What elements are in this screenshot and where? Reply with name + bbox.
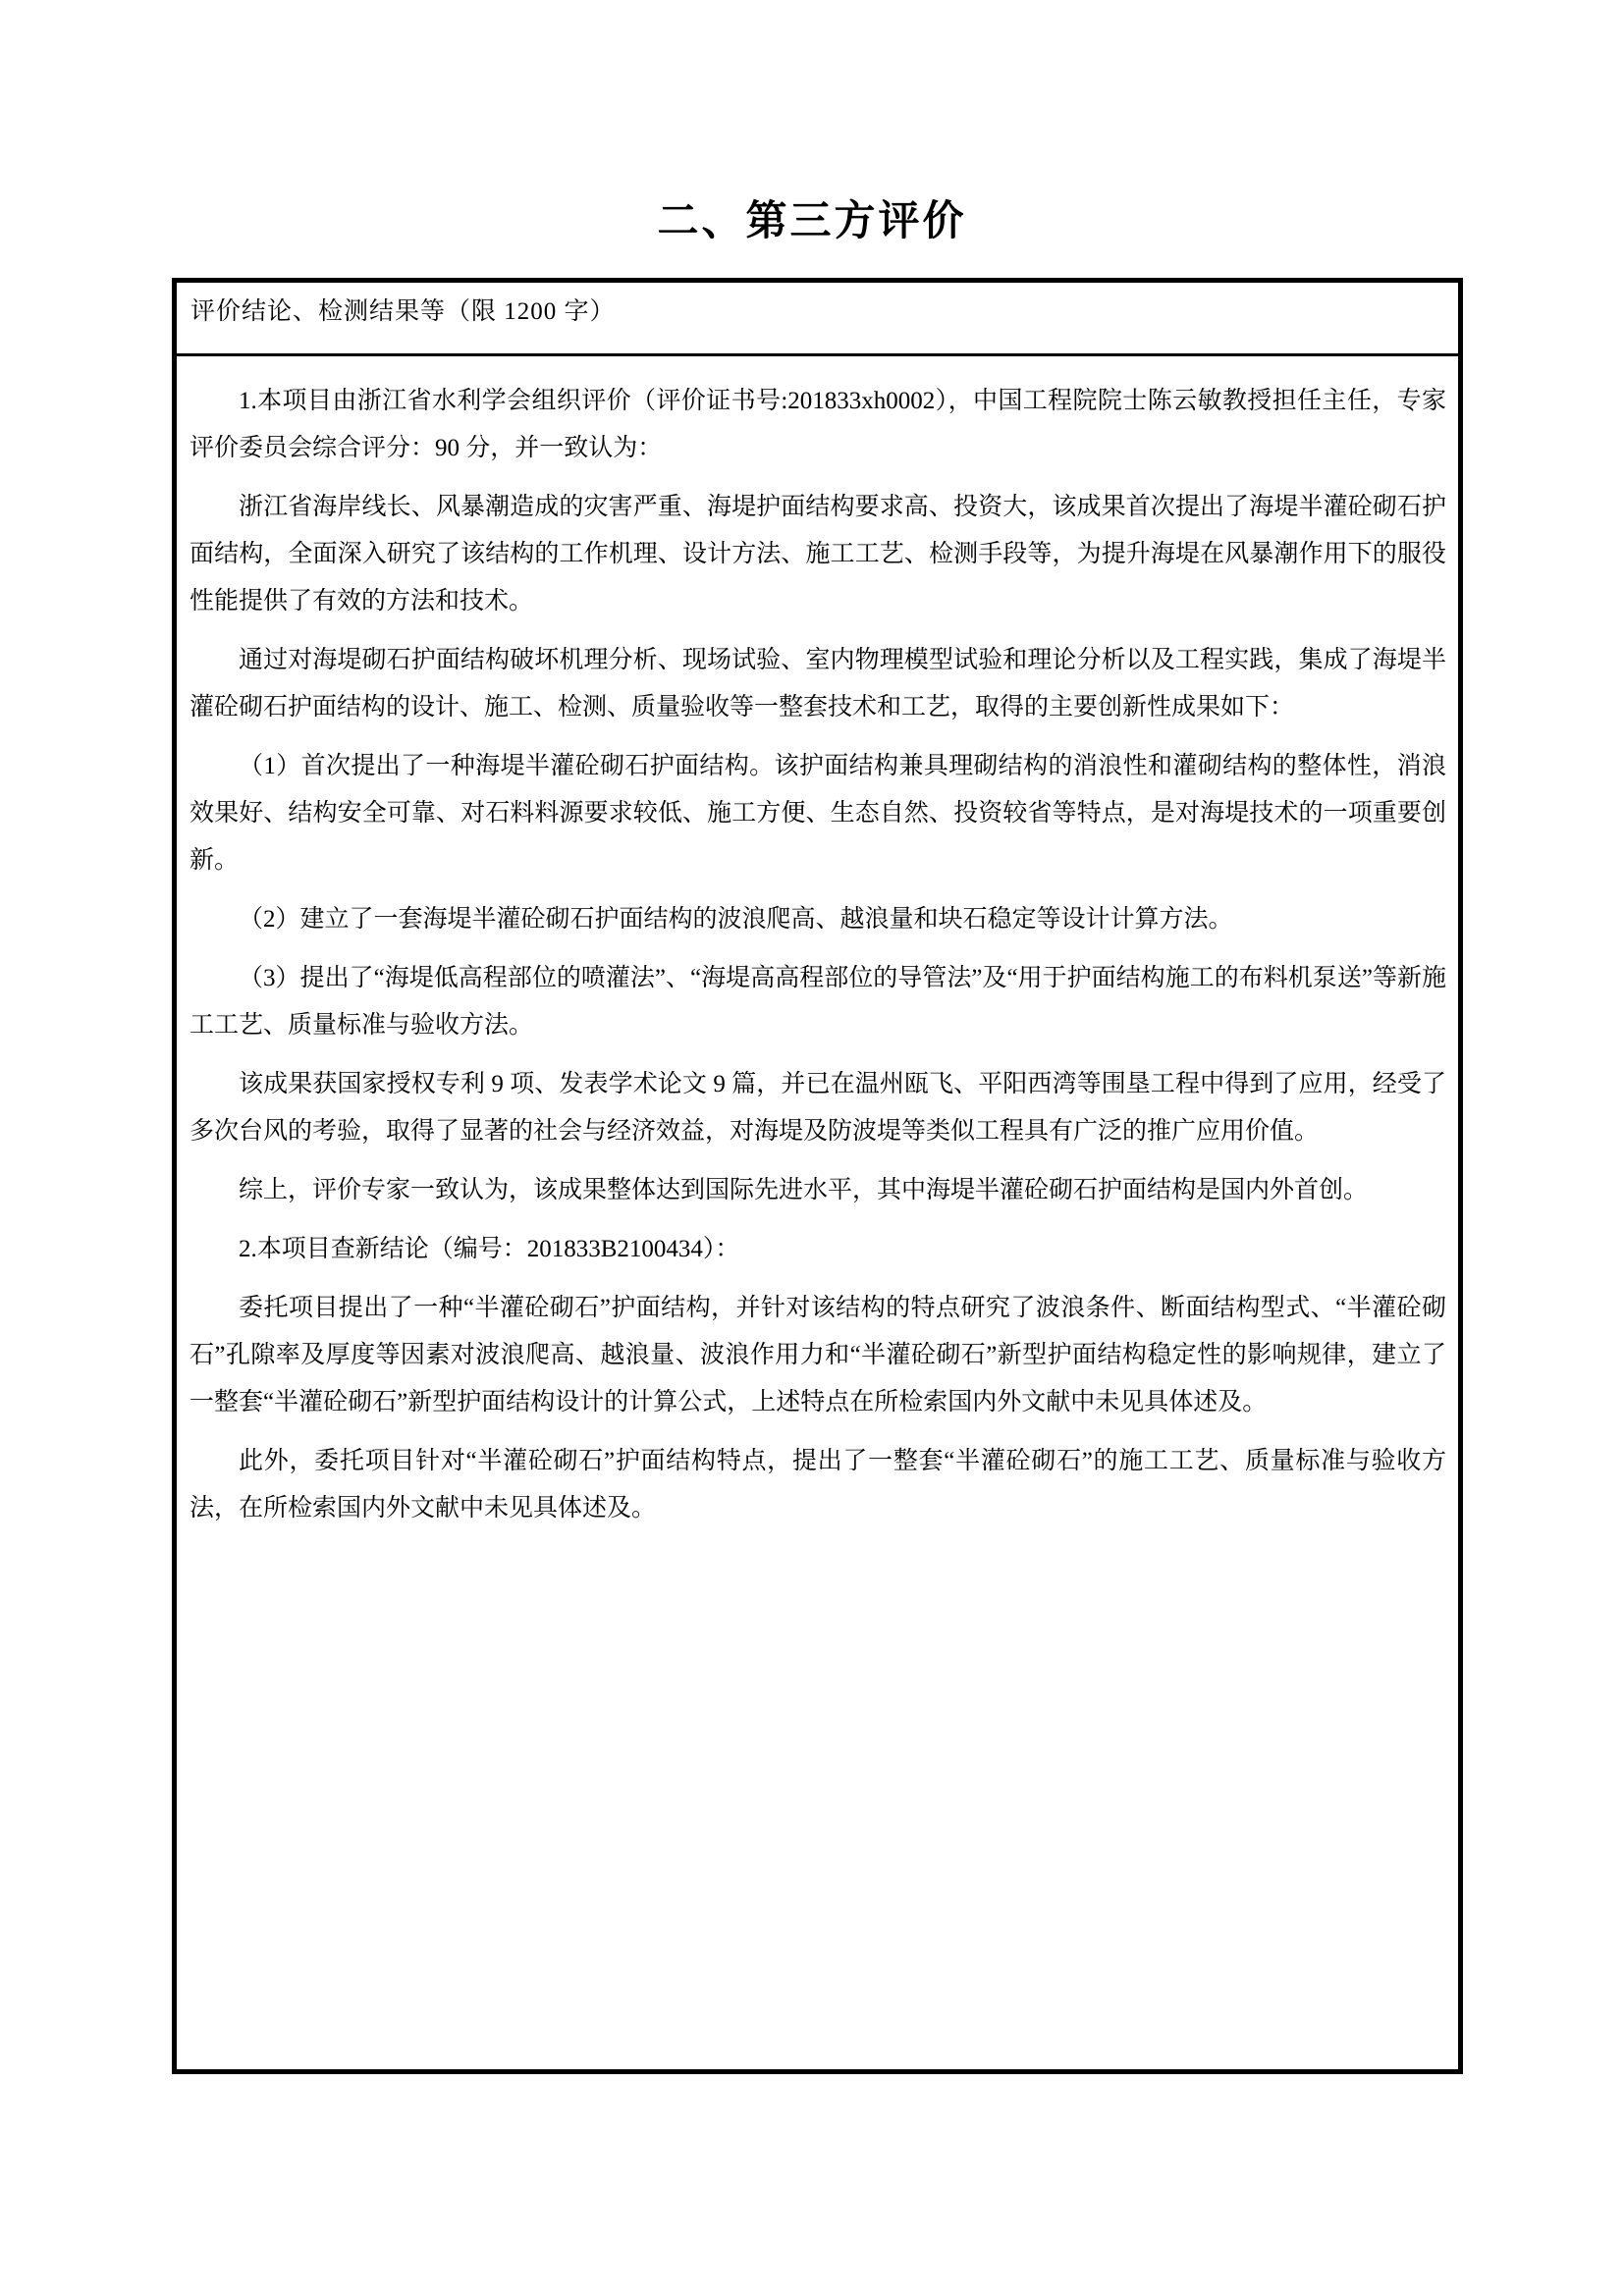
body-paragraph-2: 浙江省海岸线长、风暴潮造成的灾害严重、海堤护面结构要求高、投资大，该成果首次提出了海堤半灌砼砌石护面结构，全面深入研究了该结构的工作机理、设计方法、施工工艺、检测手段等，为提升海堤在风暴潮作用下的服役性能提供了有效的方法和技术。	[189, 494, 1446, 614]
body-paragraph-6: （3）提出了“海堤低高程部位的喷灌法”、“海堤高高程部位的导管法”及“用于护面结构施工的布料机泵送”等新施工工艺、质量标准与验收方法。	[189, 965, 1446, 1039]
body-paragraph-7: 该成果获国家授权专利 9 项、发表学术论文 9 篇，并已在温州瓯飞、平阳西湾等围垦工程中得到了应用，经受了多次台风的考验，取得了显著的社会与经济效益，对海堤及防波堤等类似工程具有广泛的推广应用价值。	[189, 1071, 1446, 1145]
body-paragraph-3: 通过对海堤砌石护面结构破坏机理分析、现场试验、室内物理模型试验和理论分析以及工程实践，集成了海堤半灌砼砌石护面结构的设计、施工、检测、质量验收等一整套技术和工艺，取得的主要创新性成果如下：	[189, 647, 1446, 721]
body-paragraph-8: 综上，评价专家一致认为，该成果整体达到国际先进水平，其中海堤半灌砼砌石护面结构是国内外首创。	[239, 1177, 1369, 1203]
body-paragraph-5: （2）建立了一套海堤半灌砼砌石护面结构的波浪爬高、越浪量和块石稳定等设计计算方法。	[239, 906, 1233, 933]
evaluation-form-box	[172, 278, 1463, 2074]
form-header-cell: 评价结论、检测结果等（限 1200 字）	[177, 283, 1458, 356]
body-paragraph-1: 1.本项目由浙江省水利学会组织评价（评价证书号:201833xh0002），中国工程院院士陈云敏教授担任主任，专家评价委员会综合评分：90 分，并一致认为：	[189, 388, 1446, 461]
page-title: 二、第三方评价	[657, 197, 967, 243]
body-paragraph-4: （1）首次提出了一种海堤半灌砼砌石护面结构。该护面结构兼具理砌结构的消浪性和灌砌结构的整体性，消浪效果好、结构安全可靠、对石料料源要求较低、施工方便、生态自然、投资较省等特点，是对海堤技术的一项重要创新。	[189, 753, 1446, 874]
form-body-cell	[177, 356, 1458, 1532]
body-paragraph-9: 2.本项目查新结论（编号：201833B2100434）：	[239, 1236, 740, 1262]
body-paragraph-11: 此外，委托项目针对“半灌砼砌石”护面结构特点，提出了一整套“半灌砼砌石”的施工工艺、质量标准与验收方法，在所检索国内外文献中未见具体述及。	[189, 1448, 1446, 1522]
body-paragraph-10: 委托项目提出了一种“半灌砼砌石”护面结构，并针对该结构的特点研究了波浪条件、断面结构型式、“半灌砼砌石”孔隙率及厚度等因素对波浪爬高、越浪量、波浪作用力和“半灌砼砌石”新型护面结构稳定性的影响规律，建立了一整套“半灌砼砌石”新型护面结构设计的计算公式，上述特点在所检索国内外文献中未见具体述及。	[189, 1295, 1446, 1415]
